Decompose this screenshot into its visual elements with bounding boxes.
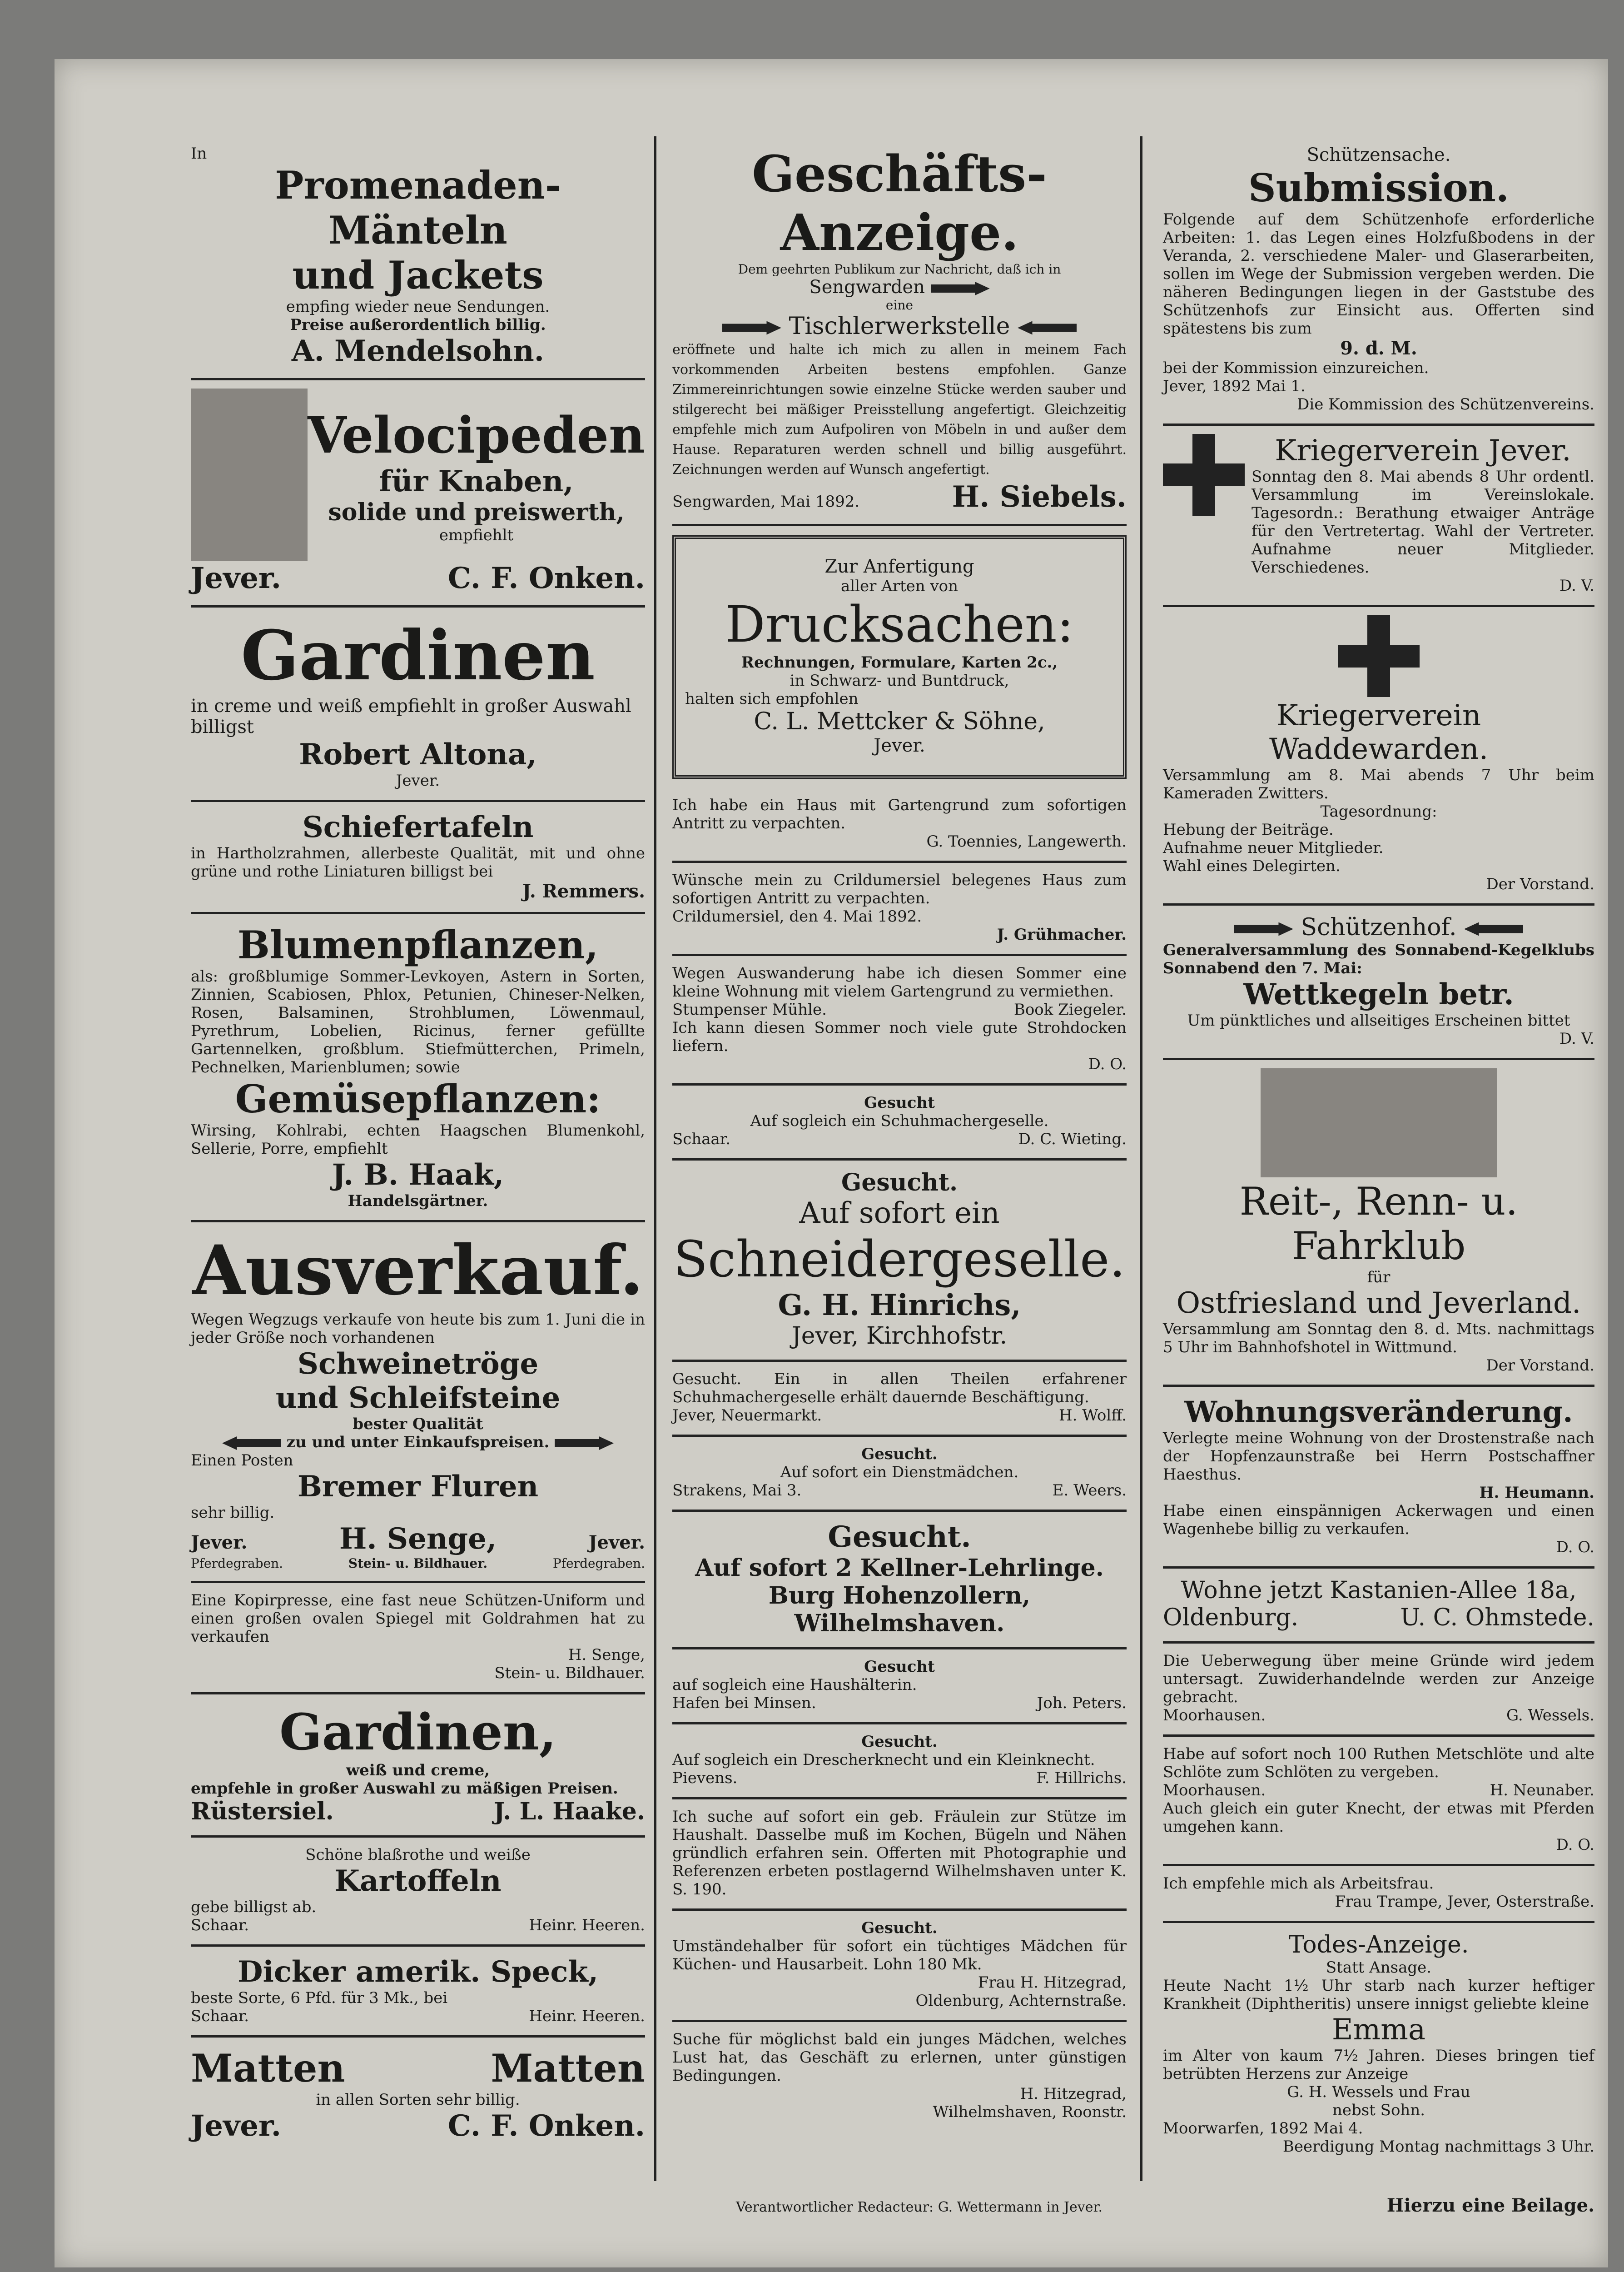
ad-text: Wahl eines Delegirten. [1163,857,1341,875]
ad-text: Versammlung am Sonntag den 8. d. Mts. nachmittags 5 Uhr im Bahnhofshotel in Wittmund. [1163,1320,1594,1356]
ad-text: Statt Ansage. [1326,1958,1432,1977]
ad-title: Gesucht. [861,1445,938,1463]
ad-text: Wilhelmshaven. [794,1609,1005,1637]
ad-drucksachen [672,535,1127,779]
ad-text: in allen Sorten sehr billig. [316,2091,520,2109]
ad-fraulein [672,1799,1127,1911]
ad-firm: D. V. [1559,577,1594,595]
ad-neunaber [1163,1737,1594,1866]
ad-firm: H. Heumann. [1479,1484,1594,1502]
ad-firm: Book Ziegeler. [1013,1001,1127,1019]
column-1 [191,136,645,2153]
ad-wolff [672,1362,1127,1437]
ad-title: Gesucht. [861,1733,938,1751]
ad-text: empfiehlt [439,526,514,544]
ad-title: Schiefertafeln [302,810,534,844]
ad-firm: U. C. Ohmstede. [1400,1604,1594,1631]
ad-schiefertafeln [191,802,645,914]
ad-gardinen [191,608,645,802]
ad-text: Einen Posten [191,1451,293,1470]
ad-title: Submission. [1248,165,1510,210]
ad-text: Eine Kopirpresse, eine fast neue Schützen-Uniform und einen großen ovalen Spiegel mit Goldrahmen hat zu verkaufen [191,1591,645,1646]
ad-weers [672,1437,1127,1512]
ad-text: für Knaben, [379,464,574,498]
ad-title: Ausverkauf. [192,1231,644,1310]
ad-text: weiß und creme, [346,1761,490,1779]
ad-title: Reit-, Renn- u. Fahrklub [1239,1179,1518,1268]
ad-text: Wohne jetzt Kastanien-Allee 18a, [1181,1577,1577,1604]
ad-speck [191,1947,645,2038]
ad-text: solide und preiswerth, [328,498,625,526]
ad-place: Sengwarden [809,277,925,298]
ad-place: Jever. [396,772,440,790]
ad-text: Pferdegraben. [552,1556,645,1571]
ad-text: empfehle in großer Auswahl zu mäßigen Preisen. [191,1779,618,1798]
ad-text: Auf sofort ein [799,1196,1000,1230]
ad-text: Rechnungen, Formulare, Karten 2c., [741,653,1058,672]
ad-place: Jever, Kirchhofstr. [791,1322,1008,1350]
ad-place: Jever, Neuermarkt. [672,1406,822,1425]
ad-firm: Frau H. Hitzegrad, [978,1973,1127,1992]
ad-firm: H. Senge, [568,1646,645,1664]
ad-title: Schützenhof. [1301,914,1457,941]
ad-text: Stein- u. Bildhauer. [348,1556,488,1571]
hand-pointer-icon [722,321,781,335]
ad-kriegerverein-jever [1163,426,1594,607]
ad-text: Heute Nacht 1½ Uhr starb nach kurzer heftiger Krankheit (Diphtheritis) unsere innigst geliebte kleine [1163,1977,1594,2013]
column-rule [654,136,656,2181]
ad-text: Auf sogleich ein Schuhmachergeselle. [750,1112,1049,1130]
ad-gardinen-2 [191,1694,645,1838]
ad-firm: H. Siebels. [952,480,1127,514]
ad-firm: D. O. [1088,1055,1127,1073]
ad-firm: Die Kommission des Schützenvereins. [1297,395,1594,414]
ad-title: Tischlerwerkstelle [789,313,1010,340]
ad-text: Wegen Auswanderung habe ich diesen Sommer eine kleine Wohnung mit vielem Gartengrund zu vermiethen. [672,964,1127,1001]
ad-text: Verlegte meine Wohnung von der Drostenstraße nach der Hopfenzaunstraße bei Herrn Postschaffner Haesthus. [1163,1429,1594,1484]
ad-place: Stumpenser Mühle. [672,1001,827,1019]
ad-text: Preise außerordentlich billig. [290,316,546,334]
ad-firm: Der Vorstand. [1486,875,1594,893]
ad-text: Habe einen einspännigen Ackerwagen und einen Wagenhebe billig zu verkaufen. [1163,1502,1594,1538]
ad-title: Gemüsepflanzen: [235,1076,601,1121]
ad-title: Velocipeden [308,405,645,464]
hand-pointer-icon [1234,922,1293,936]
ad-text: bei der Kommission einzureichen. [1163,359,1429,377]
ad-firm: D. C. Wieting. [1018,1130,1127,1148]
ad-firm: F. Hillrichs. [1036,1769,1127,1787]
ad-place: Jever. [588,1532,645,1553]
ad-place: Oldenburg, Achternstraße. [915,1992,1127,2010]
ad-firm: nebst Sohn. [1332,2101,1425,2119]
editor-line: Verantwortlicher Redacteur: G. Wettermann in Jever. [736,2199,1103,2215]
ad-text: Hebung der Beiträge. [1163,821,1334,839]
beilage-note: Hierzu eine Beilage. [1386,2195,1594,2216]
ad-text: in Schwarz- und Buntdruck, [790,672,1009,690]
ad-firm: Robert Altona, [299,737,537,772]
ad-place: Oldenburg. [1163,1604,1299,1631]
column-2 [672,136,1127,2131]
ad-title: Wettkegeln betr. [1243,977,1514,1011]
ad-text: Die Ueberwegung über meine Gründe wird jedem untersagt. Zuwiderhandelnde werden zur Anzeige gebracht. [1163,1652,1594,1706]
ad-place: Wilhelmshaven, Roonstr. [933,2103,1127,2121]
ad-firm: Joh. Peters. [1037,1694,1127,1712]
ad-title: Gesucht [864,1658,935,1676]
ad-text: Versammlung am 8. Mai abends 7 Uhr beim Kameraden Zwitters. [1163,766,1594,802]
ad-firm: J. Grühmacher. [997,926,1127,944]
ad-text: Handelsgärtner. [348,1192,488,1210]
ad-title: Todes-Anzeige. [1288,1931,1469,1958]
ad-text: Stein- u. Bildhauer. [494,1664,645,1682]
ad-wohnungsveraenderung [1163,1387,1594,1569]
hand-pointer-icon [555,1436,614,1450]
ad-firm: Heinr. Heeren. [529,2007,645,2025]
column-3 [1163,136,1594,2166]
ad-text: Umständehalber für sofort ein tüchtiges Mädchen für Küchen- und Hausarbeit. Lohn 180 Mk. [672,1937,1127,1973]
ad-title: und Jackets [292,253,544,298]
ad-title: Blumenpflanzen, [237,922,599,967]
ad-hitzegrad [672,1911,1127,2022]
ad-date: Sengwarden, Mai 1892. [672,493,860,511]
ad-place: Moorhausen. [1163,1706,1266,1724]
ad-firm: A. Mendelsohn. [291,334,545,368]
iron-cross-icon [1338,615,1420,697]
ad-wessels [1163,1644,1594,1737]
ad-text: Burg Hohenzollern, [768,1582,1031,1609]
ad-text: im Alter von kaum 7½ Jahren. Dieses bringen tief betrübten Herzens zur Anzeige [1163,2047,1594,2083]
ad-place: Jever. [191,1532,248,1553]
ad-text: halten sich empfohlen [685,690,859,708]
ad-title: Gesucht. [841,1169,958,1196]
ad-title: Geschäfts-Anzeige. [752,144,1047,262]
hand-pointer-icon [931,282,990,295]
ad-title: Kriegerverein Jever. [1275,434,1571,468]
ad-peters [672,1649,1127,1724]
ad-text: Sonntag den 8. Mai abends 8 Uhr ordentl. Versammlung im Vereinslokale. Tagesordn.: Berathung etwaiger Anträge für den Vertretertag. Wahl der Vertreter. Aufnahme neuer Mitglieder. Verschiedenes. [1252,468,1594,577]
ad-text: Beerdigung Montag nachmittags 3 Uhr. [1282,2137,1594,2156]
ad-text: in Hartholzrahmen, allerbeste Qualität, mit und ohne grüne und rothe Liniaturen billigst bei [191,844,645,881]
ad-title: Schneidergeselle. [673,1230,1126,1288]
column-rule [1140,136,1142,2181]
ad-auswanderung [672,956,1127,1086]
ad-title: Drucksachen: [725,595,1074,653]
ad-place: Jever. [191,2109,282,2143]
ad-firm: D. O. [1556,1836,1594,1854]
ad-place: Jever, 1892 Mai 1. [1163,377,1306,395]
ad-crildumersiel [672,863,1127,956]
ad-place: Schaar. [672,1130,731,1148]
ad-place: Schaar. [191,1916,249,1934]
ad-title: Matten [491,2046,645,2091]
ad-place: Jever. [874,735,925,756]
ad-kopirpresse [191,1583,645,1694]
ad-arbeitsfrau [1163,1866,1594,1923]
ad-title: Wohnungsveränderung. [1184,1395,1573,1429]
ad-schuetzenhof [1163,906,1594,1060]
ad-firm: D. V. [1559,1030,1594,1048]
ad-text: zu und unter Einkaufspreisen. [286,1433,550,1451]
ad-text: für [1367,1268,1391,1286]
ad-firm: G. Toennies, Langewerth. [926,832,1127,851]
ad-title: Gesucht. [828,1520,971,1554]
ad-text: bester Qualität [353,1415,483,1433]
ad-place: Pievens. [672,1769,738,1787]
ad-firm: G. H. Hinrichs, [778,1288,1021,1322]
ad-geschaefts-anzeige [672,136,1127,526]
ad-kartoffeln [191,1838,645,1947]
ad-junges-maedchen [672,2022,1127,2131]
ad-hillrichs [672,1724,1127,1799]
ad-text: sehr billig. [191,1504,275,1522]
ad-place: Jever. [191,561,282,595]
ad-text: Pferdegraben. [191,1556,283,1571]
ad-blumenpflanzen [191,914,645,1222]
ad-title: Emma [1331,2013,1426,2047]
ad-place: Rüstersiel. [191,1798,334,1825]
ad-velocipeden [191,380,645,608]
ad-date: 9. d. M. [1340,338,1417,359]
ad-firm: E. Weers. [1052,1481,1127,1500]
ad-place: Hafen bei Minsen. [672,1694,816,1712]
ad-text: als: großblumige Sommer-Levkoyen, Astern in Sorten, Zinnien, Scabiosen, Phlox, Petunien, Chineser-Nelken, Rosen, Balsaminen, Strohblumen, Löwenmaul, Pyrethrum, Lobelien, Ricinus, ferner gefüllte Gartennelken, großblum. Stiefmütterchen, Primeln, Pechnelken, Marienblumen; sowie [191,967,645,1076]
ad-title: Gardinen, [279,1703,557,1761]
ad-text: Folgende auf dem Schützenhofe erforderliche Arbeiten: 1. das Legen eines Holzfußbodens in der Veranda, 2. verschiedene Maler- und Glaserarbeiten, sollen im Wege der Submission vergeben werden. Die näheren Bedingungen liegen in der Gaststube des Schützenhofs zur Einsicht aus. Offerten sind spätestens bis zum [1163,210,1594,338]
ad-text: Ich empfehle mich als Arbeitsfrau. [1163,1874,1434,1893]
ad-text: Auf sofort ein Dienstmädchen. [780,1463,1019,1481]
ad-firm: H. Hitzegrad, [1020,2085,1127,2103]
ad-text: Generalversammlung des Sonnabend-Kegelklubs Sonnabend den 7. Mai: [1163,941,1594,977]
ad-firm: G. H. Wessels und Frau [1287,2083,1470,2101]
ad-firm: J. Remmers. [522,881,645,902]
ad-text: gebe billigst ab. [191,1898,317,1916]
ad-text: auf sogleich eine Haushälterin. [672,1676,917,1694]
ad-firm: H. Wolff. [1059,1406,1127,1425]
ad-text: eröffnete und halte ich mich zu allen in meinem Fach vorkommenden Arbeiten bestens empfohlen. Ganze Zimmereinrichtungen sowie einzelne Stücke werden sauber und stilgerecht bei mäßiger Preisstellung angefertigt. Gleichzeitig empfehle mich zum Aufpoliren von Möbeln in und außer dem Hause. Reparaturen werden schnell und billig ausgeführt. Zeichnungen werden auf Wunsch angefertigt. [672,342,1127,478]
ad-place: Strakens, Mai 3. [672,1481,802,1500]
ad-firm: D. O. [1556,1538,1594,1556]
ad-title: Gesucht. [861,1919,938,1937]
ad-firm: H. Neunaber. [1490,1781,1594,1799]
horse-racing-illustration [1261,1068,1497,1177]
ad-text: Suche für möglichst bald ein junges Mädchen, welches Lust hat, das Geschäft zu erlernen, unter günstigen Bedingungen. [672,2030,1127,2085]
ad-title: Schweinetröge [297,1347,539,1381]
page-footer [191,2195,1594,2216]
ad-text: Um pünktliches und allseitiges Erscheinen bittet [1187,1011,1570,1030]
hand-pointer-icon [1464,922,1523,936]
ad-text: In [191,144,207,163]
ad-firm: C. F. Onken. [447,2109,645,2143]
ad-text: Auf sofort 2 Kellner-Lehrlinge. [695,1554,1104,1582]
ad-text: Habe auf sofort noch 100 Ruthen Metschlöte und alte Schlöte zum Schlöten zu vergeben. [1163,1745,1594,1781]
hand-pointer-icon [1018,321,1077,335]
ad-ohmstede [1163,1569,1594,1644]
ad-text: Gesucht. Ein in allen Theilen erfahrener Schuhmachergeselle erhält dauernde Beschäftigung. [672,1370,1127,1406]
ad-title: Kriegerverein Waddewarden. [1269,699,1489,766]
ad-submission [1163,136,1594,426]
ad-schneidergeselle [672,1161,1127,1362]
ad-firm: Heinr. Heeren. [529,1916,645,1934]
ad-text: Auf sogleich ein Drescherknecht und ein Kleinknecht. [672,1751,1095,1769]
ad-text: Tagesordnung: [1320,802,1437,821]
ad-date: Crildumersiel, den 4. Mai 1892. [672,907,922,926]
ad-firm: H. Senge, [339,1522,497,1556]
ad-firm: J. L. Haake. [493,1798,645,1825]
ad-firm: Frau Trampe, Jever, Osterstraße. [1335,1893,1594,1911]
ad-text: Ich kann diesen Sommer noch viele gute Strohdocken liefern. [672,1019,1127,1055]
tricycle-illustration [191,389,308,561]
ad-text: Auch gleich ein guter Knecht, der etwas mit Pferden umgehen kann. [1163,1799,1594,1836]
ad-text: Wünsche mein zu Crildumersiel belegenes Haus zum sofortigen Antritt zu verpachten. [672,871,1127,907]
ad-firm: J. B. Haak, [332,1158,504,1192]
ad-haus [672,788,1127,863]
ad-text: Ich habe ein Haus mit Gartengrund zum sofortigen Antritt zu verpachten. [672,796,1127,832]
ad-gesucht-schuhmacher [672,1086,1127,1161]
ad-title: Dicker amerik. Speck, [238,1955,598,1989]
ad-text: empfing wieder neue Sendungen. [286,298,550,316]
ad-place: Schaar. [191,2007,249,2025]
ad-text: eine [885,298,914,313]
ad-text: Aufnahme neuer Mitglieder. [1163,839,1384,857]
ad-title: Bremer Fluren [297,1470,539,1504]
ad-matten [191,2038,645,2153]
ad-text: Zur Anfertigung [824,556,974,577]
ad-text: in creme und weiß empfiehlt in großer Auswahl billigst [191,696,631,737]
ad-title: Gesucht [864,1094,935,1112]
hand-pointer-icon [222,1436,281,1450]
ad-reitklub [1163,1060,1594,1387]
ad-kellner [672,1512,1127,1649]
ad-text: Schützensache. [1306,144,1451,165]
ad-text: aller Arten von [840,577,959,595]
ad-text: Ich suche auf sofort ein geb. Fräulein zur Stütze im Haushalt. Dasselbe muß im Kochen, Bügeln und Nähen gründlich erfahren sein. Offerten mit Photographie und Referenzen erbeten postlagernd Wilhelmshaven unter K. S. 190. [672,1808,1127,1898]
ad-place: Moorwarfen, 1892 Mai 4. [1163,2119,1363,2137]
ad-firm: Der Vorstand. [1486,1356,1594,1375]
ad-text: Wirsing, Kohlrabi, echten Haagschen Blumenkohl, Sellerie, Porre, empfiehlt [191,1121,645,1158]
ad-text: Schöne blaßrothe und weiße [305,1846,531,1864]
ad-title: und Schleifsteine [275,1381,561,1415]
ad-mantel [191,136,645,380]
ad-title: Gardinen [241,616,595,696]
ad-text: Dem geehrten Publikum zur Nachricht, daß ich in [738,262,1061,277]
ad-kriegerverein-waddewarden [1163,607,1594,906]
ad-text: beste Sorte, 6 Pfd. für 3 Mk., bei [191,1989,448,2007]
ad-title: Kartoffeln [334,1864,502,1898]
ad-title: Ostfriesland und Jeverland. [1176,1286,1581,1320]
ad-firm: G. Wessels. [1506,1706,1594,1724]
ad-ausverkauf [191,1222,645,1583]
ad-text: Wegen Wegzugs verkaufe von heute bis zum 1. Juni die in jeder Größe noch vorhandenen [191,1310,645,1347]
ad-title: Promenaden-Mänteln [275,163,561,253]
ad-firm: C. F. Onken. [447,561,645,595]
ad-title: Matten [191,2046,345,2091]
ad-todes-anzeige [1163,1923,1594,2166]
ad-place: Moorhausen. [1163,1781,1266,1799]
ad-firm: C. L. Mettcker & Söhne, [754,708,1045,735]
iron-cross-icon [1163,434,1245,516]
